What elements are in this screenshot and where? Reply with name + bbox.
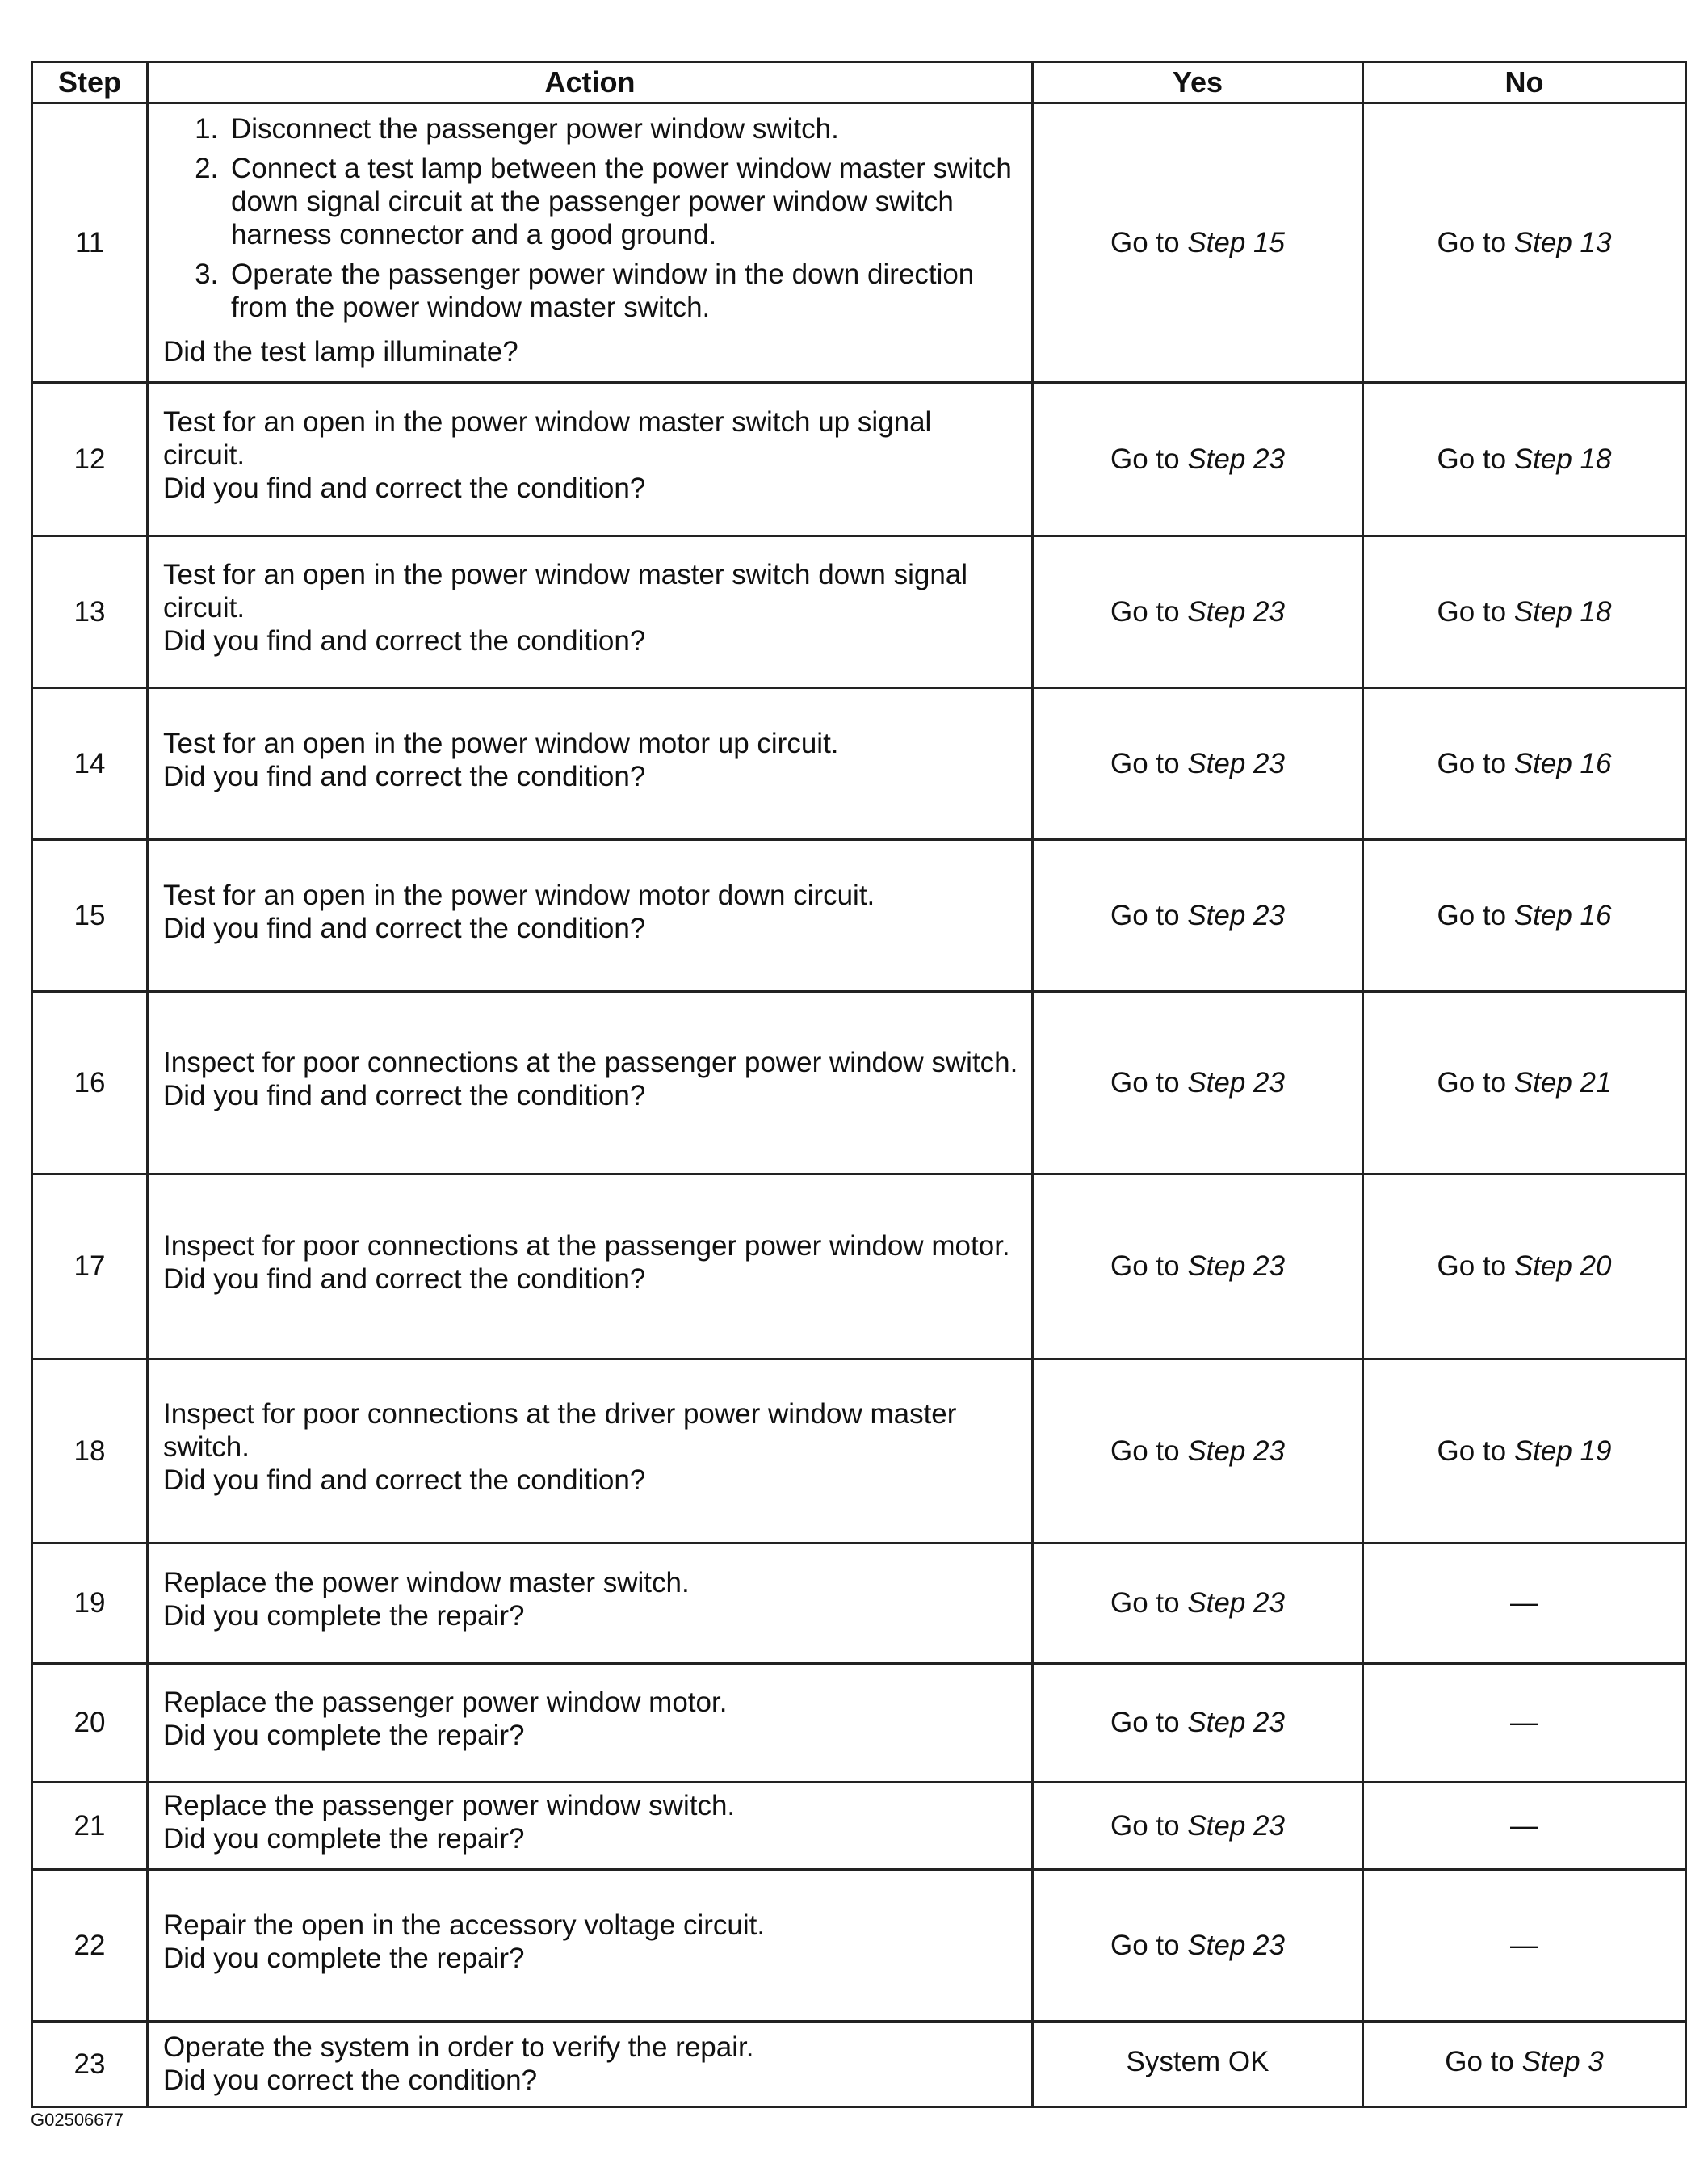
yes-result (1033, 1870, 1363, 2022)
action-text: Inspect for poor connections at the passenger power window switch. (163, 1046, 1018, 1078)
no-result (1363, 536, 1686, 688)
no-step-link[interactable]: Step 19 (1513, 1435, 1612, 1467)
no-prefix: Go to (1437, 899, 1514, 931)
no-result (1363, 1664, 1686, 1783)
no-result (1363, 840, 1686, 992)
no-result (1363, 2022, 1686, 2107)
action-cell (148, 1870, 1033, 2022)
no-step-link[interactable]: Step 21 (1513, 1066, 1612, 1099)
yes-step-link[interactable]: Step 15 (1187, 226, 1285, 258)
question-text: Did you complete the repair? (163, 1600, 525, 1632)
yes-result (1033, 2022, 1363, 2107)
table-row (32, 1359, 1686, 1544)
yes-result (1033, 536, 1363, 688)
header-action: Action (148, 62, 1033, 103)
action-steps-list (163, 112, 1020, 330)
no-result-dash: — (1510, 1707, 1538, 1738)
yes-result (1033, 1174, 1363, 1359)
action-cell (148, 992, 1033, 1174)
yes-prefix: Go to (1110, 1929, 1188, 1961)
question-text: Did you complete the repair? (163, 1942, 525, 1974)
question-text: Did you find and correct the condition? (163, 1263, 646, 1295)
question-text: Did you find and correct the condition? (163, 625, 646, 657)
yes-result (1033, 688, 1363, 840)
action-text: Test for an open in the power window motor down circuit. (163, 879, 875, 911)
step-number: 15 (32, 840, 148, 992)
yes-prefix: Go to (1110, 443, 1188, 475)
yes-step-link[interactable]: Step 23 (1187, 1587, 1285, 1619)
yes-step-link[interactable]: Step 23 (1187, 443, 1285, 475)
yes-prefix: Go to (1110, 899, 1188, 931)
yes-step-link[interactable]: Step 23 (1187, 1435, 1285, 1467)
action-cell (148, 536, 1033, 688)
no-result (1363, 1870, 1686, 2022)
table-header-row (32, 62, 1686, 103)
yes-result (1033, 103, 1363, 383)
action-cell (148, 2022, 1033, 2107)
no-result (1363, 1544, 1686, 1664)
action-cell (148, 1783, 1033, 1870)
step-number: 14 (32, 688, 148, 840)
yes-result (1033, 1664, 1363, 1783)
yes-step-link[interactable]: Step 23 (1187, 1707, 1285, 1738)
no-step-link[interactable]: Step 13 (1513, 226, 1612, 258)
header-step: Step (32, 62, 148, 103)
no-prefix: Go to (1437, 1066, 1514, 1099)
yes-prefix: Go to (1110, 1066, 1188, 1099)
question-text: Did you find and correct the condition? (163, 1464, 646, 1496)
action-cell (148, 1174, 1033, 1359)
no-prefix: Go to (1437, 595, 1514, 628)
step-number: 16 (32, 992, 148, 1174)
action-text: Inspect for poor connections at the driver power window master switch. (163, 1398, 957, 1463)
table-row (32, 103, 1686, 383)
yes-result (1033, 383, 1363, 536)
action-text: Test for an open in the power window master switch up signal circuit. (163, 406, 932, 471)
no-result (1363, 103, 1686, 383)
no-step-link[interactable]: Step 3 (1521, 2045, 1604, 2077)
yes-result (1033, 1359, 1363, 1544)
table-row (32, 1870, 1686, 2022)
question-text: Did you complete the repair? (163, 1720, 525, 1751)
yes-prefix: Go to (1110, 747, 1188, 779)
table-row (32, 1174, 1686, 1359)
yes-step-link[interactable]: Step 23 (1187, 595, 1285, 628)
action-text: Replace the power window master switch. (163, 1567, 690, 1598)
header-yes: Yes (1033, 62, 1363, 103)
yes-step-link[interactable]: Step 23 (1187, 1066, 1285, 1099)
yes-step-link[interactable]: Step 23 (1187, 1809, 1285, 1842)
no-step-link[interactable]: Step 18 (1513, 443, 1612, 475)
table-row (32, 840, 1686, 992)
step-number: 13 (32, 536, 148, 688)
action-text: Operate the system in order to verify the repair. (163, 2031, 754, 2063)
action-cell (148, 1664, 1033, 1783)
no-result-dash: — (1510, 1929, 1538, 1961)
figure-id: G02506677 (31, 2110, 124, 2130)
no-result (1363, 1783, 1686, 1870)
question-text: Did you correct the condition? (163, 2064, 538, 2096)
action-cell (148, 383, 1033, 536)
no-step-link[interactable]: Step 16 (1513, 899, 1612, 931)
question-text: Did you find and correct the condition? (163, 912, 646, 944)
yes-prefix: Go to (1110, 595, 1188, 628)
no-result-dash: — (1510, 1587, 1538, 1619)
action-text: Replace the passenger power window motor. (163, 1687, 728, 1718)
step-number: 19 (32, 1544, 148, 1664)
action-cell (148, 688, 1033, 840)
yes-result (1033, 1544, 1363, 1664)
yes-result (1033, 1783, 1363, 1870)
question-text: Did you find and correct the condition? (163, 1079, 646, 1111)
no-prefix: Go to (1437, 1250, 1514, 1282)
no-prefix: Go to (1437, 1435, 1514, 1467)
table-row (32, 383, 1686, 536)
action-text: Repair the open in the accessory voltage circuit. (163, 1909, 766, 1941)
action-text: Test for an open in the power window motor up circuit. (163, 727, 839, 759)
list-item: 1. Disconnect the passenger power window switch. (226, 112, 1020, 145)
no-result (1363, 1174, 1686, 1359)
no-step-link[interactable]: Step 16 (1513, 747, 1612, 779)
header-no: No (1363, 62, 1686, 103)
table-row (32, 688, 1686, 840)
action-cell (148, 840, 1033, 992)
question-text: Did you find and correct the condition? (163, 760, 646, 792)
no-prefix: Go to (1437, 443, 1514, 475)
table-row (32, 992, 1686, 1174)
yes-step-link[interactable]: Step 23 (1187, 1929, 1285, 1961)
no-result (1363, 688, 1686, 840)
action-text: Inspect for poor connections at the passenger power window motor. (163, 1230, 1010, 1262)
action-cell (148, 1359, 1033, 1544)
action-text: Test for an open in the power window master switch down signal circuit. (163, 559, 968, 624)
yes-prefix: Go to (1110, 1250, 1188, 1282)
no-result (1363, 992, 1686, 1174)
no-result (1363, 1359, 1686, 1544)
step-number: 23 (32, 2022, 148, 2107)
no-result (1363, 383, 1686, 536)
step-number: 12 (32, 383, 148, 536)
yes-prefix: Go to (1110, 1809, 1188, 1842)
yes-step-link[interactable]: Step 23 (1187, 1250, 1285, 1282)
yes-prefix: Go to (1110, 1587, 1188, 1619)
list-item: 2. Connect a test lamp between the power window master switch down signal circuit at the passenger power window switch harness connector and a good ground. (226, 152, 1020, 251)
no-prefix: Go to (1445, 2045, 1522, 2077)
question-text: Did the test lamp illuminate? (163, 336, 518, 368)
yes-result (1033, 992, 1363, 1174)
no-result-dash: — (1510, 1809, 1538, 1842)
table-row (32, 1544, 1686, 1664)
yes-result (1033, 840, 1363, 992)
list-item: 3. Operate the passenger power window in the down direction from the power window master switch. (226, 258, 1020, 324)
no-prefix: Go to (1437, 226, 1514, 258)
table-row (32, 1783, 1686, 1870)
step-number: 20 (32, 1664, 148, 1783)
action-cell (148, 1544, 1033, 1664)
question-text: Did you find and correct the condition? (163, 473, 646, 504)
yes-system-ok: System OK (1126, 2045, 1269, 2077)
step-number: 17 (32, 1174, 148, 1359)
yes-step-link[interactable]: Step 23 (1187, 747, 1285, 779)
table-row (32, 536, 1686, 688)
yes-prefix: Go to (1110, 1435, 1188, 1467)
diagnostic-table (31, 61, 1687, 2108)
yes-prefix: Go to (1110, 1707, 1188, 1738)
action-text: Replace the passenger power window switch. (163, 1789, 736, 1821)
no-step-link[interactable]: Step 18 (1513, 595, 1612, 628)
no-step-link[interactable]: Step 20 (1513, 1250, 1612, 1282)
table-row (32, 2022, 1686, 2107)
step-number: 11 (32, 103, 148, 383)
no-prefix: Go to (1437, 747, 1514, 779)
action-cell (148, 103, 1033, 383)
question-text: Did you complete the repair? (163, 1822, 525, 1855)
yes-prefix: Go to (1110, 226, 1188, 258)
yes-step-link[interactable]: Step 23 (1187, 899, 1285, 931)
step-number: 22 (32, 1870, 148, 2022)
table-row (32, 1664, 1686, 1783)
step-number: 18 (32, 1359, 148, 1544)
step-number: 21 (32, 1783, 148, 1870)
